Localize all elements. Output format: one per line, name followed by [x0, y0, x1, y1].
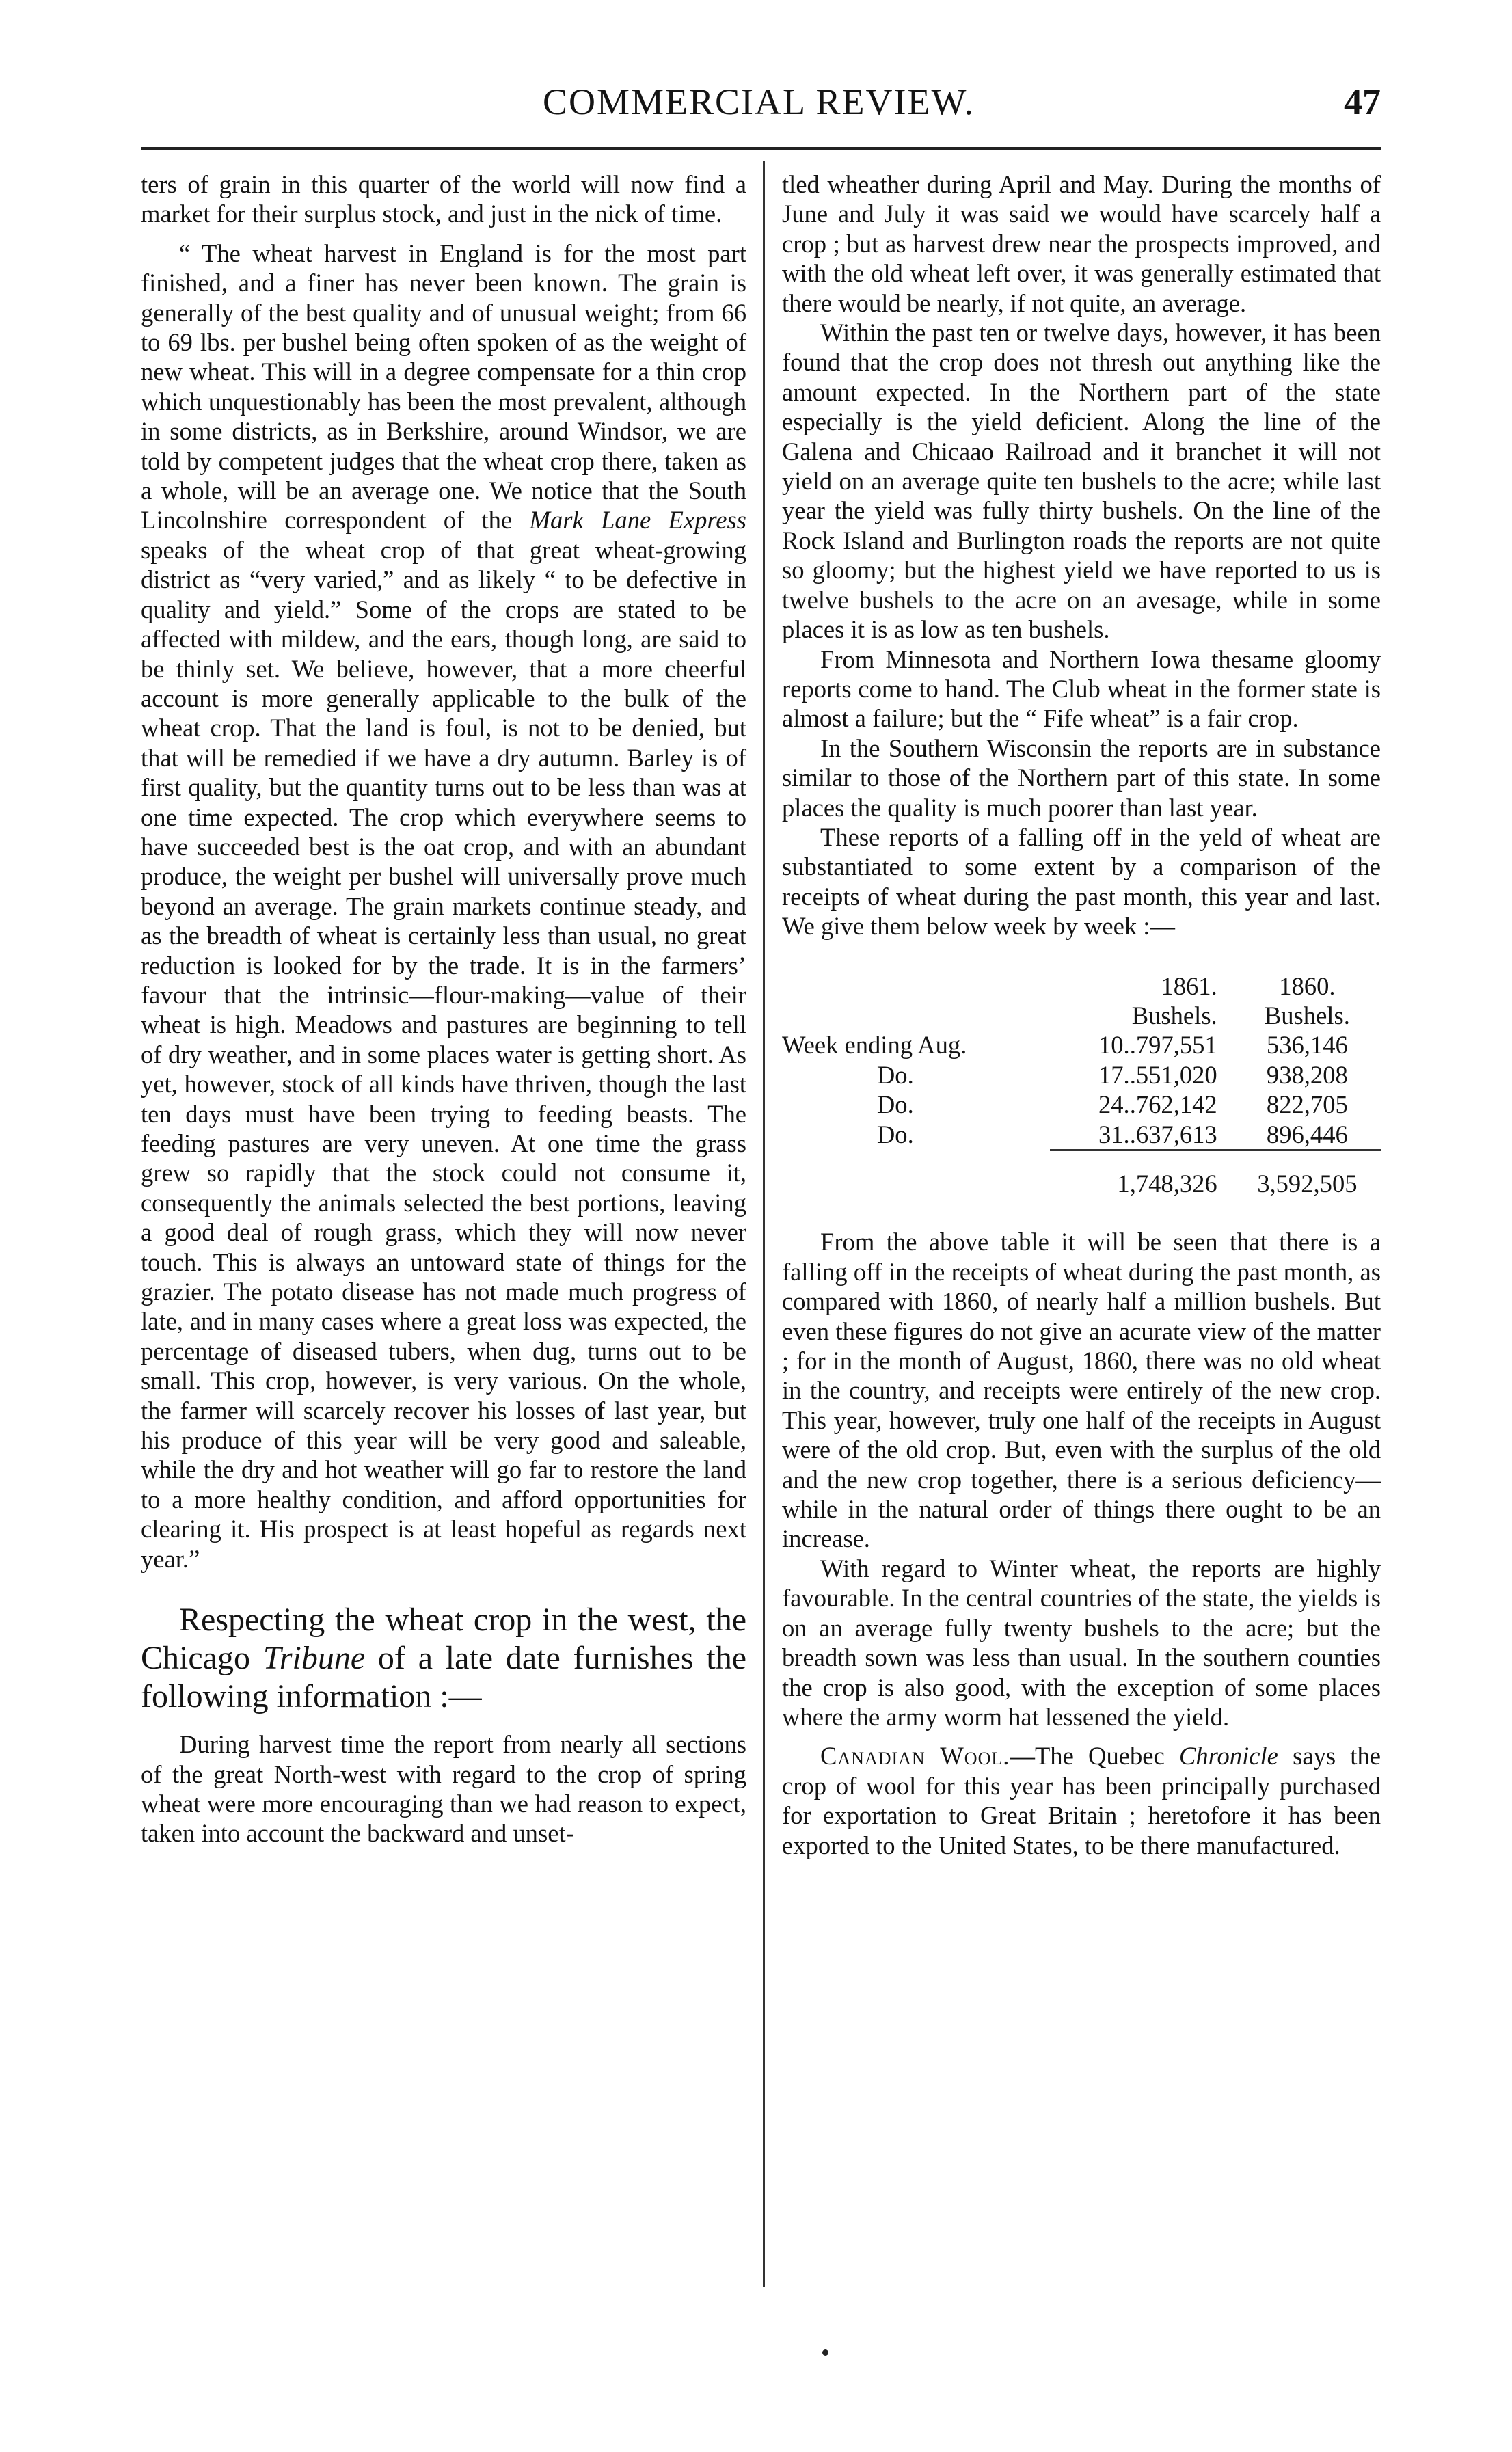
cell-1860: 938,208 [1266, 1060, 1348, 1089]
page-number: 47 [1344, 81, 1381, 122]
table-header-row [782, 971, 1381, 1001]
paragraph: During harvest time the report from nearly all sections of the great North-west with regard to the crop of spring wheat were more encouraging than we had reason to expect, taken into account the backward and unset- [141, 1730, 746, 1848]
right-column [782, 170, 1381, 1860]
table-row [782, 1120, 1381, 1150]
row-label: Do. [876, 1060, 914, 1089]
row-label: Do. [876, 1120, 914, 1148]
paragraph-text: “ The wheat harvest in England is for the most part finished, and a finer has never been known. The grain is generally of the best quality and of unusual weight; from 66 to 69 lbs. per bushel being often spoken of as the weight of new wheat. This will in a degree compensate for a thin crop which unquestionably has been the most prevalent, although in some districts, as in Berkshire, around Windsor, we are told by competent judges that the wheat crop there, taken as a whole, will be an average one. We notice that the South Lincolnshire correspondent of the [141, 239, 746, 535]
cell-1861: 31..637,613 [1098, 1120, 1217, 1148]
cell-1860: 822,705 [1266, 1090, 1348, 1119]
table-row [782, 1090, 1381, 1119]
paragraph: In the Southern Wisconsin the reports are in substance similar to those of the Northern part of this state. In some places the quality is much poorer than last year. [782, 733, 1381, 822]
row-label: Do. [876, 1090, 914, 1119]
cell-1860: 896,446 [1266, 1120, 1348, 1148]
news-item [782, 1741, 1381, 1860]
wheat-receipts-table [782, 971, 1381, 1199]
row-label: Week ending Aug. [782, 1031, 967, 1060]
left-column [141, 170, 746, 1848]
unit-label: Bushels. [1264, 1001, 1350, 1029]
cell-1861: 24..762,142 [1098, 1090, 1217, 1119]
cell-1860: 536,146 [1266, 1031, 1348, 1060]
total-1861: 1,748,326 [1050, 1150, 1234, 1199]
paragraph: These reports of a falling off in the yeld of wheat are substantiated to some extent by a comparison of the receipts of wheat during the past month, this year and last. We give them below week by week :— [782, 822, 1381, 941]
cell-1861: 10..797,551 [1098, 1031, 1217, 1060]
column-divider [763, 161, 765, 2287]
paragraph: Within the past ten or twelve days, however, it has been found that the crop does not thresh out anything like the amount expected. In the Northern part of the state especially is the yield deficient. Along the line of the Galena and Chicaao Railroad and it branchet it will not yield on an average quite ten bushels to the acre; while last year the yield was fully thirty bushels. On the line of the Rock Island and Burlington roads the reports are not quite so gloomy; but the highest yield we have reported to us is twelve bushels to the acre on an avesage, while in some places it is as low as ten bushels. [782, 319, 1381, 644]
lead-paragraph [141, 1601, 746, 1716]
table-total-row [782, 1150, 1381, 1199]
printer-mark [822, 2349, 828, 2356]
paragraph: tled wheather during April and May. During the months of June and July it was said we would have scarcely half a crop ; but as harvest drew near the prospects improved, and with the old wheat left over, it was generally estimated that there would be nearly, if not quite, an average. [782, 170, 1381, 317]
table-row [782, 1030, 1381, 1060]
page-header [137, 81, 1381, 135]
item-heading: Canadian Wool. [820, 1742, 1010, 1770]
header-rule [141, 147, 1381, 150]
publication-title: Tribune [262, 1640, 366, 1677]
running-title: COMMERCIAL REVIEW. [542, 81, 975, 122]
paragraph-text: of a late date furnishes the following information :— [141, 1640, 747, 1715]
paragraph-text: says the crop of wool for this year has been principally purchased for exportation to Great Britain ; heretofore it has been exported to the United States, to be there manufactured. [782, 1742, 1381, 1859]
table-unit-row [782, 1001, 1381, 1030]
paragraph: ters of grain in this quarter of the world will now find a market for their surplus stock, and just in the nick of time. [141, 170, 746, 228]
unit-label: Bushels. [1131, 1001, 1217, 1029]
paragraph-text: speaks of the wheat crop of that great wheat-growing district as “very varied,” and as likely “ to be defective in quality and yield.” Some of the crops are stated to be affected with mildew, and the ears, though long, are said to be thinly set. We believe, however, that a more cheerful account is more generally applicable to the bulk of the wheat crop. That the land is foul, is not to be denied, but that will be remedied if we have a dry autumn. Barley is of first quality, but the quantity turns out to be less than was at one time expected. The crop which everywhere seems to have succeeded best is the oat crop, and with an abundant produce, the weight per bushel will universally prove much beyond an average. The grain markets continue steady, and as the breadth of wheat is certainly less than usual, no great reduction is looked for by the trade. It is in the farmers’ favour that the intrinsic—flour-making—value of their wheat is high. Meadows and pastures are beginning to tell of dry weather, and in some places water is getting short. As yet, however, stock of all kinds have thriven, though the last ten days must have been trying to feeding beasts. The feeding pastures are very uneven. At one time the grass grew so rapidly that the stock could not consume it, consequently the animals selected the best portions, leaving a good deal of rough grass, which they will now never touch. This is always an untoward state of things for the grazier. The potato disease has not made much progress of late, and in many cases where a great loss was expected, the percentage of diseased tubers, when dug, turns out to be small. This crop, however, is very various. On the whole, the farmer will scarcely recover his losses of last year, but his produce of this year will be very good and saleable, while the dry and hot weather will go far to restore the land to a more healthy condition, and afford opportunities for clearing it. His prospect is at least hopeful as regards next year.” [141, 535, 746, 1573]
paragraph: With regard to Winter wheat, the reports are highly favourable. In the central countries of the state, the yields is on an average fully twenty bushels to the acre; but the breadth sown was less than usual. In the southern counties the crop is also good, with the exception of some places where the army worm hat lessened the yield. [782, 1554, 1381, 1731]
cell-1861: 17..551,020 [1098, 1060, 1217, 1089]
quoted-paragraph [141, 239, 746, 1574]
paragraph-text: Respecting the wheat crop in the west, the Chicago [141, 1602, 746, 1677]
total-1860: 3,592,505 [1234, 1150, 1381, 1199]
table-row [782, 1060, 1381, 1090]
year-1860: 1860. [1279, 971, 1336, 1000]
paragraph-text: —The Quebec [1010, 1742, 1179, 1770]
publication-title: Chronicle [1178, 1742, 1278, 1770]
paragraph: From Minnesota and Northern Iowa thesame gloomy reports come to hand. The Club wheat in the former state is almost a failure; but the “ Fife wheat” is a fair crop. [782, 645, 1381, 733]
paragraph: From the above table it will be seen that there is a falling off in the receipts of wheat during the past month, as compared with 1860, of nearly half a million bushels. But even these figures do not give an acurate view of the matter ; for in the month of August, 1860, there was no old wheat in the country, and receipts were entirely of the new crop. This year, however, truly one half of the receipts in August were of the old crop. But, even with the surplus of the old and the new crop together, there is a serious deficiency—while in the natural order of things there ought to be an increase. [782, 1228, 1381, 1553]
year-1861: 1861. [1161, 971, 1217, 1000]
publication-title: Mark Lane Express [529, 506, 746, 535]
